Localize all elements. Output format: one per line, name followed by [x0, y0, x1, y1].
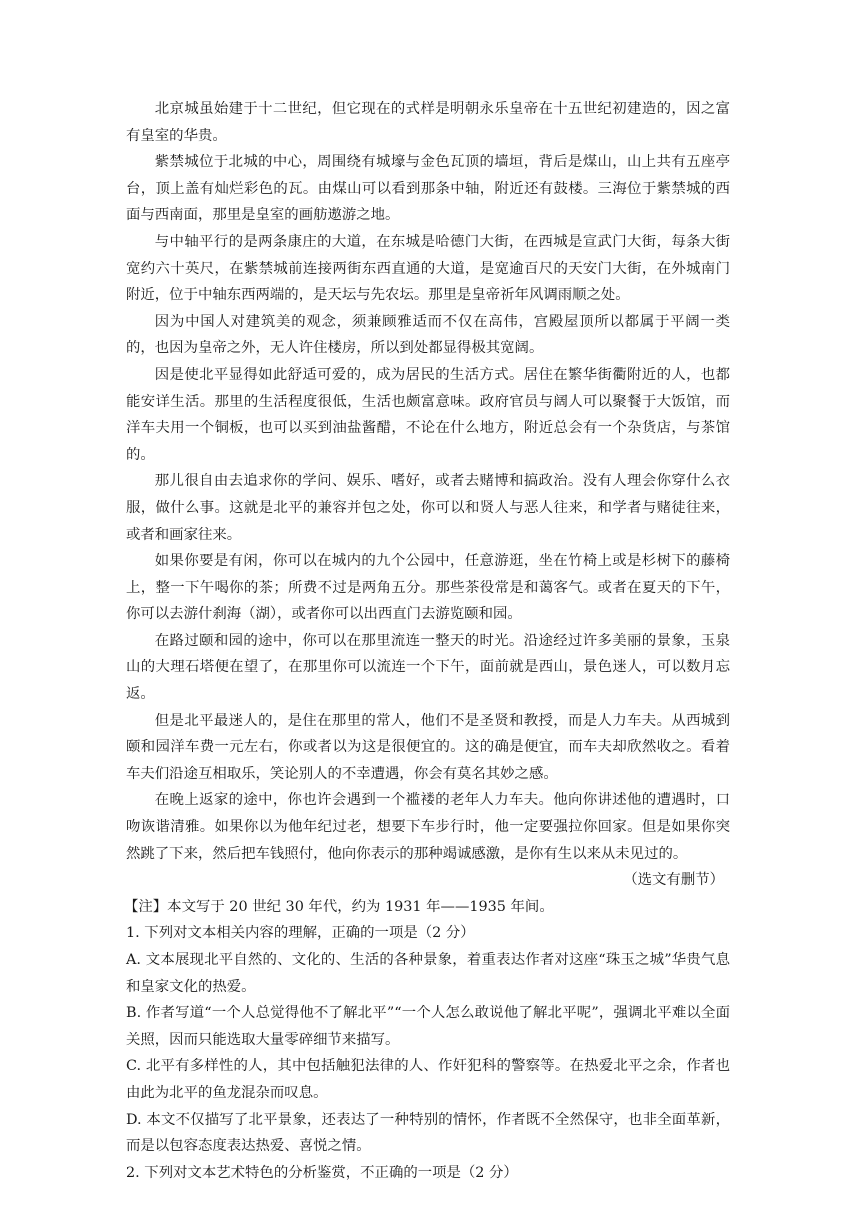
article-paragraph-2: 紫禁城位于北城的中心，周围绕有城壕与金色瓦顶的墙垣，背后是煤山，山上共有五座亭台，顶上盖有灿烂彩色的瓦。由煤山可以看到那条中轴，附近还有鼓楼。三海位于紫禁城的西面与西南面，那里是皇室的画舫遨游之地。 — [126, 154, 730, 224]
article-paragraph-7: 如果你要是有闲，你可以在城内的九个公园中，任意游逛，坐在竹椅上或是杉树下的藤椅上，整一下午喝你的茶；所费不过是两角五分。那些茶役常是和蔼客气。或者在夏天的下午，你可以去游什刹海（湖），或者你可以出西直门去游览颐和园。 — [126, 553, 730, 623]
article-source-note: （选文有删节） — [623, 872, 724, 889]
article-paragraph-5: 因是使北平显得如此舒适可爱的，成为居民的生活方式。居住在繁华街衢附近的人，也都能安详生活。那里的生活程度很低，生活也颇富意味。政府官员与阔人可以聚餐于大饭馆，而洋车夫用一个铜板，也可以买到油盐酱醋，不论在什么地方，附近总会有一个杂货店，与茶馆的。 — [126, 366, 730, 463]
article-paragraph-1: 北京城虽始建于十二世纪，但它现在的式样是明朝永乐皇帝在十五世纪初建造的，因之富有皇室的华贵。 — [126, 101, 730, 144]
article-paragraph-9: 但是北平最迷人的，是住在那里的常人，他们不是圣贤和教授，而是人力车夫。从西城到颐和园洋车费一元左右，你或者以为这是很便宜的。这的确是便宜，而车夫却欣然收之。看着车夫们沿途互相取乐，笑论别人的不幸遭遇，你会有莫名其妙之感。 — [126, 712, 730, 782]
question-1-option-d: D. 本文不仅描写了北平景象，还表达了一种特别的情怀，作者既不全然保守，也非全面革新，而是以包容态度表达热爱、喜悦之情。 — [126, 1111, 730, 1155]
question-1-option-c: C. 北平有多样性的人，其中包括触犯法律的人、作奸犯科的警察等。在热爱北平之余，作者也由此为北平的鱼龙混杂而叹息。 — [126, 1058, 730, 1101]
article-paragraph-6: 那儿很自由去追求你的学问、娱乐、嗜好，或者去赌博和搞政治。没有人理会你穿什么衣服，做什么事。这就是北平的兼容并包之处，你可以和贤人与恶人往来，和学者与赌徒往来，或者和画家往来。 — [126, 473, 730, 543]
article-paragraph-10: 在晚上返家的途中，你也许会遇到一个褴褛的老年人力车夫。他向你讲述他的遭遇时，口吻诙谐清雅。如果你以为他年纪过老，想要下车步行时，他一定要强拉你回家。但是如果你突然跳了下来，然后把车钱照付，他向你表示的那种竭诚感激，是你有生以来从未见过的。 — [126, 792, 730, 862]
article-paragraph-3: 与中轴平行的是两条康庄的大道，在东城是哈德门大街，在西城是宣武门大街，每条大街宽约六十英尺，在紫禁城前连接两街东西直通的大道，是宽逾百尺的天安门大街，在外城南门附近，位于中轴东西两端的，是天坛与先农坛。那里是皇帝祈年风调雨顺之处。 — [126, 233, 730, 304]
article-paragraph-8: 在路过颐和园的途中，你可以在那里流连一整天的时光。沿途经过许多美丽的景象，玉泉山的大理石塔便在望了，在那里你可以流连一个下午，面前就是西山，景色迷人，可以数月忘返。 — [126, 632, 730, 703]
footnote: 【注】本文写于 20 世纪 30 年代，约为 1931 年——1935 年间。 — [124, 898, 554, 915]
question-1-option-a: A. 文本展现北平自然的、文化的、生活的各种景象，着重表达作者对这座“珠玉之城”华贵气息和皇家文化的热爱。 — [126, 952, 730, 995]
question-2-stem: 2. 下列对文本艺术特色的分析鉴赏，不正确的一项是（2 分） — [126, 1164, 518, 1181]
document-page — [126, 96, 730, 1186]
question-1-stem: 1. 下列对文本相关内容的理解，正确的一项是（2 分） — [126, 925, 475, 942]
question-1-option-b: B. 作者写道“一个人总觉得他不了解北平”“一个人怎么敢说他了解北平呢”，强调北平难以全面关照，因而只能选取大量零碎细节来描写。 — [126, 1005, 730, 1048]
article-paragraph-4: 因为中国人对建筑美的观念，须兼顾雅适而不仅在高伟，宫殿屋顶所以都属于平阔一类的，也因为皇帝之外，无人许住楼房，所以到处都显得极其宽阔。 — [126, 313, 730, 357]
